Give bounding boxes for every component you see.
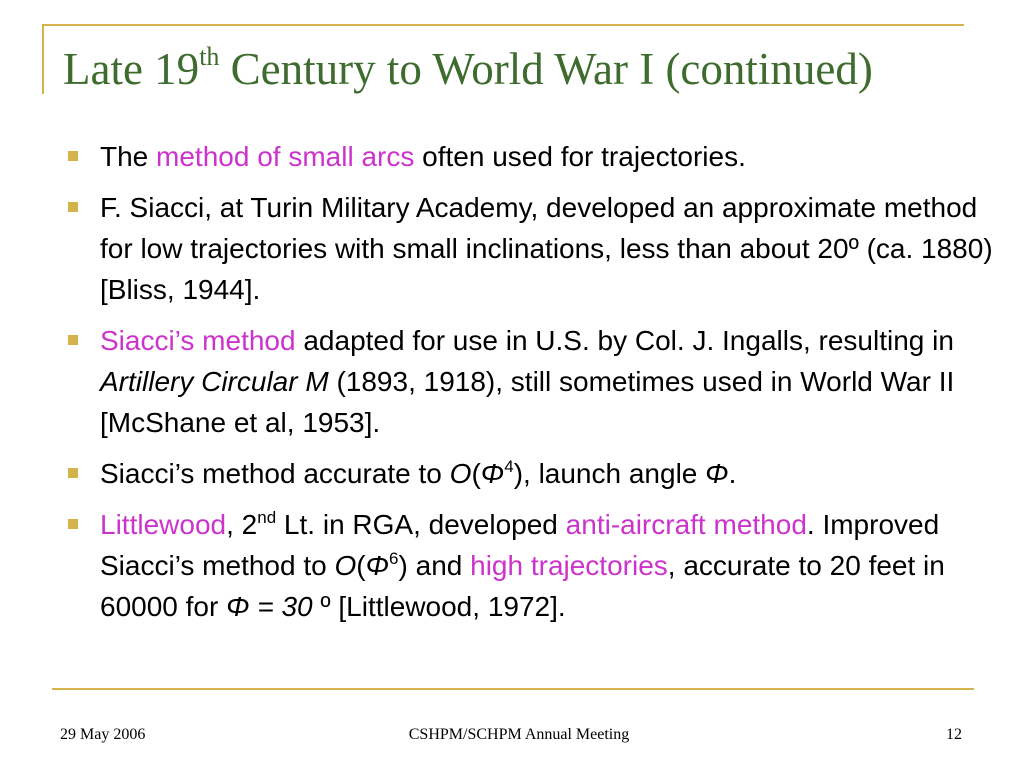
- bullet-text: often used for trajectories.: [414, 141, 746, 172]
- bullet-item: [68, 136, 1008, 177]
- math-symbol: Φ: [365, 550, 390, 581]
- bullet-text: The: [100, 141, 157, 172]
- highlighted-term: Siacci’s method: [100, 325, 296, 356]
- bullet-text: (: [471, 458, 481, 489]
- title-text-rest: Century to World War I (continued): [219, 44, 873, 94]
- highlighted-term: anti-aircraft method: [565, 509, 807, 540]
- ordinal-suffix: nd: [257, 508, 277, 527]
- bullet-text: , accurate to 20 feet in 60000 for: [100, 550, 945, 622]
- bullet-text: . Improved Siacci’s method to: [100, 509, 940, 581]
- math-exponent: 4: [504, 457, 514, 476]
- top-rule: [42, 24, 964, 26]
- title-text: Late 19: [63, 44, 200, 94]
- slide-title: [63, 40, 1003, 98]
- footer-date: 29 May 2006: [60, 726, 146, 743]
- math-expression: Φ = 30: [226, 591, 313, 622]
- bullet-item: [68, 504, 1008, 627]
- square-bullet-icon: [68, 202, 78, 212]
- footer-event: CSHPM/SCHPM Annual Meeting: [408, 726, 630, 743]
- square-bullet-icon: [68, 335, 78, 345]
- bullet-text: Lt. in RGA, developed: [276, 509, 566, 540]
- bullet-text: adapted for use in U.S. by Col. J. Ingalls, resulting in: [295, 325, 954, 356]
- bullet-text: Siacci’s method accurate to: [100, 458, 450, 489]
- highlighted-term: Littlewood: [100, 509, 227, 540]
- bullet-text: .: [728, 458, 737, 489]
- square-bullet-icon: [68, 151, 78, 161]
- bullet-list: [68, 136, 1008, 627]
- math-symbol: O: [449, 458, 472, 489]
- slide-number: 12: [946, 726, 962, 743]
- math-symbol: O: [334, 550, 357, 581]
- math-exponent: 6: [389, 549, 399, 568]
- highlighted-term: method of small arcs: [156, 141, 415, 172]
- square-bullet-icon: [68, 468, 78, 478]
- highlighted-term: high trajectories: [470, 550, 668, 581]
- bullet-text: ) and: [398, 550, 471, 581]
- bullet-item: [68, 320, 1008, 443]
- bullet-text: ), launch angle: [513, 458, 706, 489]
- bullet-item: [68, 187, 1008, 310]
- square-bullet-icon: [68, 519, 78, 529]
- bullet-item: [68, 453, 1008, 494]
- bullet-text: (1893, 1918), still sometimes used in World War II [McShane et al, 1953].: [100, 366, 955, 438]
- bullet-text: (: [356, 550, 366, 581]
- bullet-text: , 2: [226, 509, 258, 540]
- bullet-text: º [Littlewood, 1972].: [312, 591, 566, 622]
- bottom-rule: [52, 688, 974, 690]
- italic-title: Artillery Circular M: [100, 366, 329, 397]
- bullet-text: F. Siacci, at Turin Military Academy, developed an approximate method for low trajectories with small inclinations, less than about 20º (ca. 1880) [Bliss, 1944].: [100, 192, 993, 305]
- title-superscript: th: [199, 42, 220, 71]
- left-rule: [42, 24, 44, 94]
- math-symbol: Φ: [705, 458, 729, 489]
- math-symbol: Φ: [480, 458, 505, 489]
